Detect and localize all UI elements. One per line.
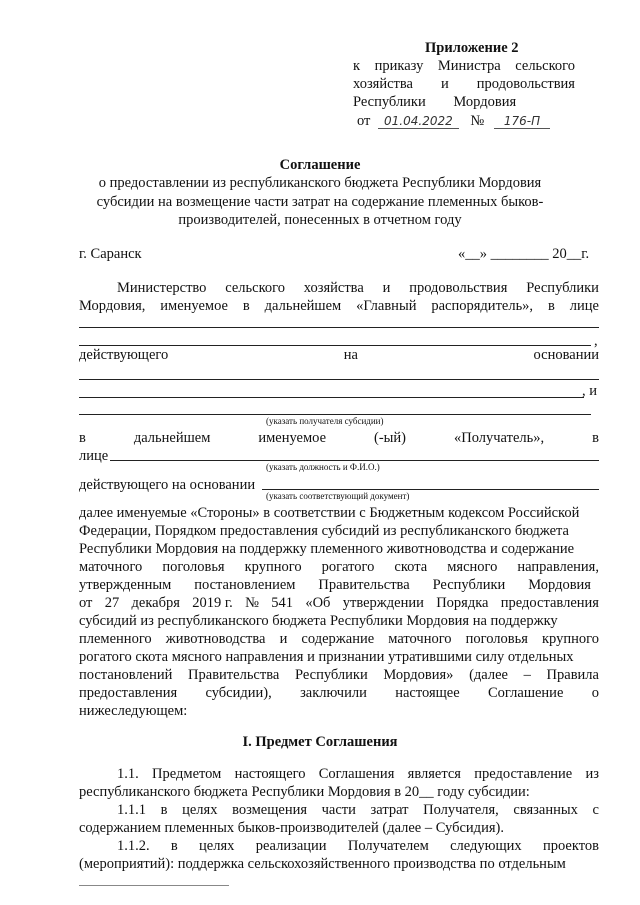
word: действующего (79, 347, 169, 363)
word: лице (569, 298, 599, 314)
word: в (242, 298, 250, 314)
and-text: , и (582, 383, 598, 399)
word: «Главный (356, 298, 417, 314)
word: следующих (450, 838, 522, 854)
word: содержание (301, 631, 375, 647)
word: направления, (517, 559, 599, 575)
word: с (592, 802, 599, 818)
word: предоставление (474, 766, 573, 782)
word: 541 (271, 595, 293, 611)
word: маточного (388, 631, 452, 647)
word: мясного (447, 559, 498, 575)
word: в (592, 430, 599, 446)
word: сельского (225, 280, 285, 296)
word: предоставления (79, 685, 178, 701)
appendix-line-2 (353, 75, 575, 93)
clause-1-1-line-1 (117, 765, 599, 783)
word: от (79, 595, 93, 611)
body-line-12: нижеследующем: (79, 703, 188, 719)
word: Получателем (347, 838, 429, 854)
body-line-10 (79, 666, 599, 684)
word: утвержденным (79, 577, 172, 593)
body-line-2: Федерации, Порядком предоставления субсидий из республиканского бюджета (79, 523, 569, 539)
word: о (591, 685, 599, 701)
word: Соглашение (488, 685, 564, 701)
city: г. Саранск (79, 246, 142, 262)
title-line-1: о предоставлении из республиканского бюджета Республики Мордовия (98, 175, 542, 191)
word: Республики (432, 577, 506, 593)
word: на (343, 347, 358, 363)
word: «Об (305, 595, 331, 611)
hint-position: (указать должность и Ф.И.О.) (266, 462, 380, 472)
word: в (547, 298, 555, 314)
word: 1.1.1 (117, 802, 146, 818)
word: именуемое (258, 430, 327, 446)
word: настоящего (234, 766, 306, 782)
word: основании (533, 347, 599, 363)
word: распорядитель», (431, 298, 534, 314)
word: племенного (79, 631, 152, 647)
word: скота (394, 559, 428, 575)
word: является (407, 766, 461, 782)
word: и (441, 76, 449, 92)
word: постановлений (79, 667, 173, 683)
position-line[interactable] (110, 460, 599, 461)
word: Правительства (318, 577, 410, 593)
word: – (523, 667, 531, 683)
acting-basis: действующего на основании (79, 477, 256, 493)
footnote-separator (79, 885, 229, 886)
word: 27 (104, 595, 120, 611)
word: затрат (370, 802, 409, 818)
word: и (279, 631, 288, 647)
body-line-3: Республики Мордовия на поддержку племенного животноводства и содержание (79, 541, 575, 557)
body-line-9: рогатого скота мясного направления и признании утратившими силу отдельных (79, 649, 574, 665)
word: «Получатель», (454, 430, 545, 446)
word: Правила (546, 667, 599, 683)
comma: , (594, 333, 598, 349)
appendix-title: Приложение 2 (425, 40, 519, 56)
intro-line-2 (79, 297, 599, 315)
word: возмещения (232, 802, 308, 818)
word: Мордовия (528, 577, 591, 593)
date-prefix: от (357, 113, 371, 129)
word: 1.1.2. (117, 838, 150, 854)
blank-line[interactable] (79, 327, 599, 328)
word: маточного (79, 559, 143, 575)
word: предоставления (500, 595, 599, 611)
word: приказу (374, 58, 424, 74)
word: Мордовия» (383, 667, 454, 683)
intro-line-1 (117, 279, 599, 297)
section-heading: I. Предмет Соглашения (242, 734, 398, 750)
word: утверждении (342, 595, 424, 611)
appendix-date-line (357, 112, 550, 130)
word: продовольствия (409, 280, 508, 296)
word: субсидии), (205, 685, 272, 701)
handwritten-number: 176-П (494, 114, 550, 129)
word: заключили (300, 685, 367, 701)
word: крупного (244, 559, 302, 575)
word: Мордовия (453, 94, 517, 110)
hint-recipient: (указать получателя субсидии) (266, 416, 384, 426)
face-label: лице (79, 448, 109, 464)
word: к (353, 58, 361, 74)
handwritten-date: 01.04.2022 (378, 114, 459, 129)
clause-1-1-1-line-1 (117, 801, 599, 819)
title-line-3: производителей, понесенных в отчетном году (178, 212, 462, 228)
word: настоящее (395, 685, 460, 701)
word: связанных (513, 802, 578, 818)
word: Порядка (436, 595, 489, 611)
word: целях (199, 838, 235, 854)
word: Получателя, (423, 802, 499, 818)
blank-line[interactable] (79, 379, 599, 380)
document-line[interactable] (262, 489, 599, 490)
appendix-line-3 (353, 93, 516, 111)
word: поголовья (162, 559, 225, 575)
word: продовольствия (476, 76, 575, 92)
word: в (170, 838, 178, 854)
word: части (321, 802, 356, 818)
hint-document: (указать соответствующий документ) (266, 491, 410, 501)
acting-line (79, 346, 599, 364)
title-line-2: субсидии на возмещение части затрат на содержание племенных быков- (96, 194, 544, 210)
word: декабря (131, 595, 180, 611)
clause-1-1-1-line-2: содержанием племенных быков-производителей (далее – Субсидия). (79, 820, 504, 836)
body-line-6 (79, 594, 599, 612)
agreement-heading: Соглашение (279, 157, 361, 173)
word: № (245, 595, 259, 611)
body-line-7: субсидий из республиканского бюджета Республики Мордовия на поддержку (79, 613, 558, 629)
word: и (382, 280, 391, 296)
word: Республики (294, 667, 368, 683)
word: из (585, 766, 599, 782)
word: животноводства (165, 631, 266, 647)
word: Мордовия, (79, 298, 146, 314)
word: дальнейшем (133, 430, 211, 446)
word: крупного (541, 631, 599, 647)
word: дальнейшем (264, 298, 342, 314)
date-template: «__» ________ 20__г. (458, 246, 590, 262)
word: Республики (353, 94, 426, 110)
hereinafter-line (79, 429, 599, 447)
word: Министра (437, 58, 501, 74)
word: (далее (469, 667, 508, 683)
body-line-11 (79, 684, 599, 702)
blank-line[interactable] (79, 397, 584, 398)
word: рогатого (321, 559, 375, 575)
word: в (79, 430, 86, 446)
word: постановлением (194, 577, 296, 593)
word: хозяйства (303, 280, 364, 296)
word: в (160, 802, 168, 818)
word: Министерство (117, 280, 207, 296)
appendix-line-1 (353, 57, 575, 75)
body-line-1: далее именуемые «Стороны» в соответствии с Бюджетным кодексом Российской (79, 505, 580, 521)
word: сельского (515, 58, 575, 74)
body-line-8 (79, 630, 599, 648)
word: именуемое (160, 298, 228, 314)
number-sign: № (470, 113, 485, 129)
word: Предметом (152, 766, 222, 782)
word: хозяйства (353, 76, 413, 92)
word: целях (182, 802, 218, 818)
word: Правительства (188, 667, 280, 683)
body-line-5 (79, 576, 591, 594)
clause-1-1-2-line-1 (117, 837, 599, 855)
word: поголовья (465, 631, 528, 647)
word: Соглашения (318, 766, 395, 782)
body-line-4 (79, 558, 599, 576)
word: 2019 г. (192, 595, 233, 611)
clause-1-1-line-2: республиканского бюджета Республики Мордовия в 20__ году субсидии: (79, 784, 530, 800)
word: (-ый) (374, 430, 407, 446)
word: Республики (526, 280, 599, 296)
word: 1.1. (117, 766, 139, 782)
word: проектов (542, 838, 599, 854)
word: реализации (255, 838, 327, 854)
clause-1-1-2-line-2: (мероприятий): поддержка сельскохозяйственного производства по отдельным (79, 856, 566, 872)
recipient-line[interactable] (79, 414, 591, 415)
